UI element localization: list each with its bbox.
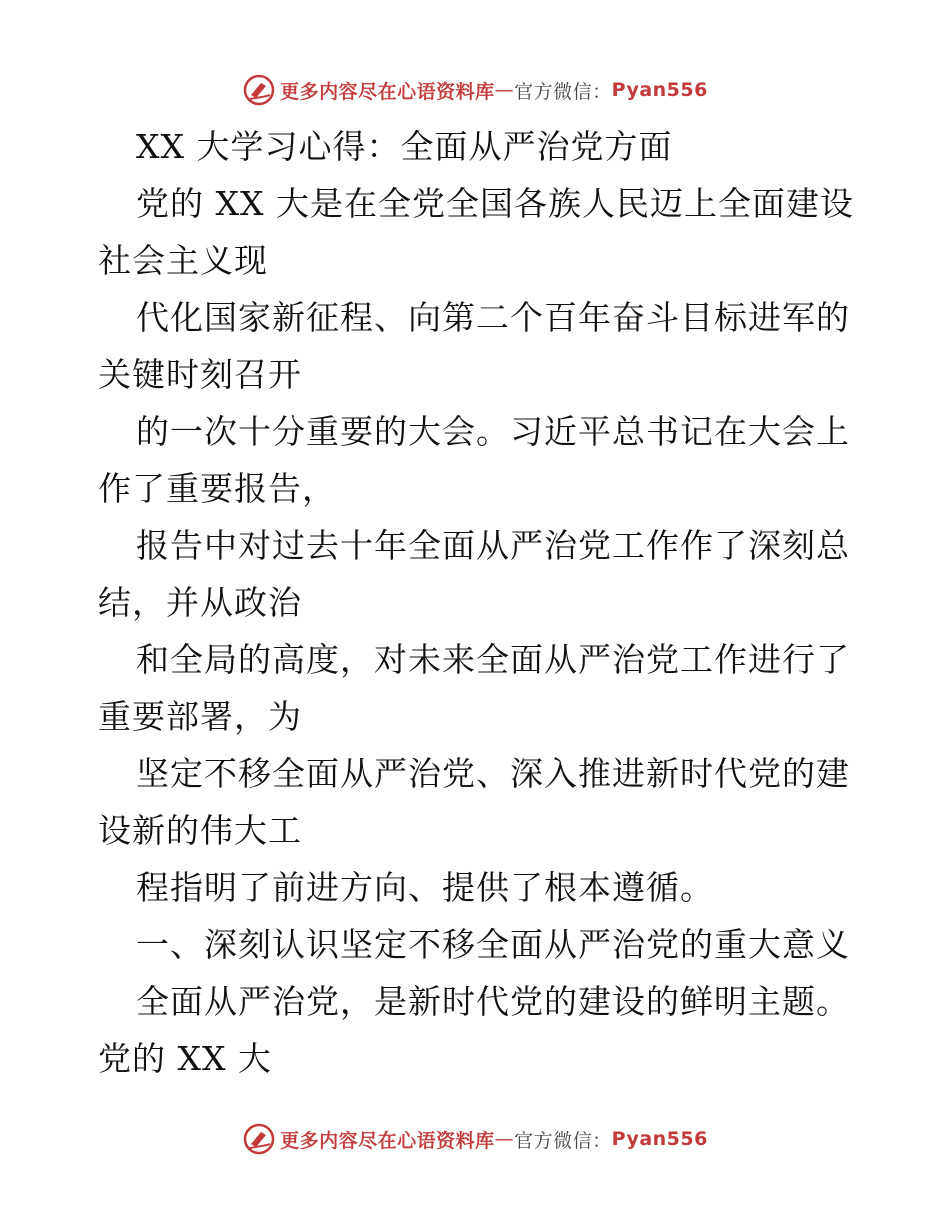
book-pen-logo-icon: [242, 1122, 276, 1156]
watermark-main-text: 更多内容尽在心语资料库: [280, 80, 495, 103]
watermark-wechat-label: 官方微信：: [514, 1129, 612, 1152]
text-line: 社会主义现: [98, 241, 268, 280]
watermark-banner-bottom: [0, 1119, 950, 1159]
document-body: [98, 118, 858, 1087]
watermark-wechat-id: Pyan556: [611, 1128, 708, 1150]
book-pen-logo-icon: [242, 73, 276, 107]
watermark-main-text: 更多内容尽在心语资料库: [280, 1129, 495, 1152]
watermark-dash: —: [494, 1128, 515, 1150]
text-line: 的一次十分重要的大会。习近平总书记在大会上: [136, 412, 850, 451]
text-line: 全面从严治党，是新时代党的建设的鲜明主题。: [136, 982, 850, 1021]
watermark-banner-top: [0, 70, 950, 110]
text-line: 程指明了前进方向、提供了根本遵循。: [136, 868, 714, 907]
watermark-wechat-id: Pyan556: [611, 79, 708, 101]
text-line: 和全局的高度，对未来全面从严治党工作进行了: [136, 640, 850, 679]
text-line: 坚定不移全面从严治党、深入推进新时代党的建: [136, 754, 850, 793]
text-line: 代化国家新征程、向第二个百年奋斗目标进军的: [136, 298, 850, 337]
text-line: 设新的伟大工: [98, 811, 302, 850]
text-line: 党的 XX 大是在全党全国各族人民迈上全面建设: [136, 184, 854, 223]
text-line: 一、深刻认识坚定不移全面从严治党的重大意义: [136, 925, 850, 964]
text-line: 报告中对过去十年全面从严治党工作作了深刻总: [136, 526, 850, 565]
text-line: 作了重要报告，: [98, 469, 336, 508]
text-line: 重要部署，为: [98, 697, 302, 736]
watermark-wechat-label: 官方微信：: [514, 80, 612, 103]
text-line: 结，并从政治: [98, 583, 302, 622]
watermark-dash: —: [494, 79, 515, 101]
text-line: 党的 XX 大: [98, 1039, 272, 1078]
document-title: XX 大学习心得：全面从严治党方面: [136, 127, 673, 166]
text-line: 关键时刻召开: [98, 355, 302, 394]
